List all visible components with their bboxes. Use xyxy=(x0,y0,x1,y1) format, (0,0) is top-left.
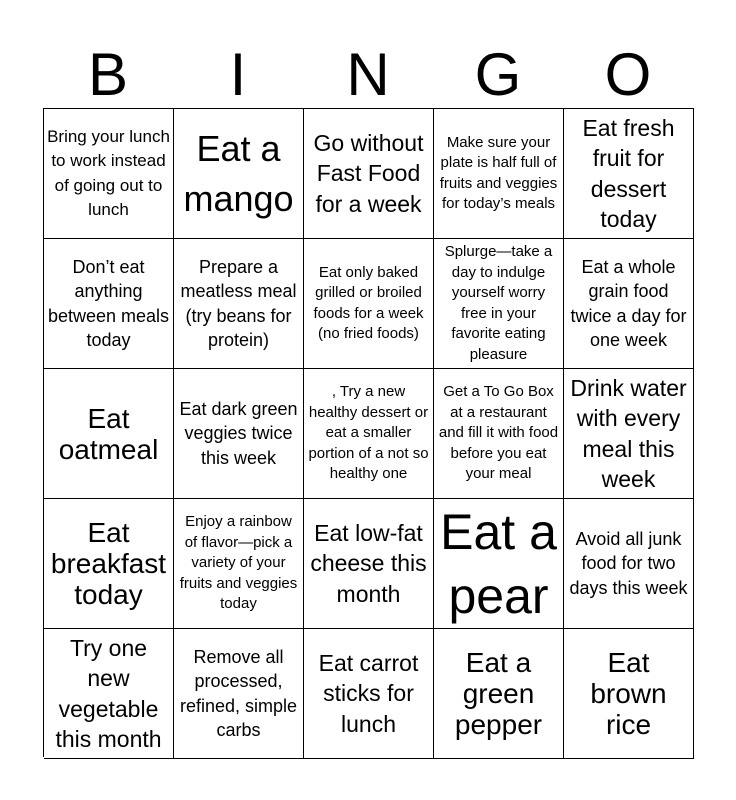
bingo-cell-r1-c2[interactable] xyxy=(174,109,304,239)
cell-text: Try one new vegetable this month xyxy=(55,634,162,752)
bingo-cell-r1-c4[interactable] xyxy=(434,109,564,239)
cell-text: Eat oatmeal xyxy=(58,402,159,465)
bingo-cell-r2-c3[interactable] xyxy=(304,239,434,369)
header-letter-o: O xyxy=(604,41,652,108)
cell-text: Drink water with every meal this week xyxy=(570,374,687,492)
cell-text: Eat a green pepper xyxy=(454,647,543,740)
cell-text: Don’t eat anything between meals today xyxy=(47,256,170,350)
bingo-cell-r1-c3[interactable] xyxy=(304,109,434,239)
header-letter-g: G xyxy=(474,41,522,108)
cell-text: Eat a mango xyxy=(183,127,294,219)
cell-text: Eat brown rice xyxy=(590,647,667,740)
cell-text: Bring your lunch to work instead of going out to lunch xyxy=(47,126,170,219)
bingo-cell-r2-c5[interactable] xyxy=(564,239,694,369)
header-letter-b: B xyxy=(87,41,129,108)
header-letter-n: N xyxy=(346,41,390,108)
bingo-cell-r5-c3[interactable] xyxy=(304,629,434,759)
bingo-cell-r2-c4[interactable] xyxy=(434,239,564,369)
bingo-cell-r3-c5[interactable] xyxy=(564,369,694,499)
cell-text: Remove all processed, refined, simple carbs xyxy=(179,646,298,740)
bingo-cell-r3-c1[interactable] xyxy=(44,369,174,499)
bingo-cell-r2-c1[interactable] xyxy=(44,239,174,369)
cell-text: Eat fresh fruit for dessert today xyxy=(582,114,675,232)
bingo-board xyxy=(43,108,694,757)
cell-text: Eat a whole grain food twice a day for one week xyxy=(570,256,687,350)
bingo-cell-r4-c2[interactable] xyxy=(174,499,304,629)
cell-text: Avoid all junk food for two days this week xyxy=(569,528,688,598)
cell-text: Make sure your plate is half full of fruits and veggies for today’s meals xyxy=(439,133,558,212)
bingo-cell-r3-c4[interactable] xyxy=(434,369,564,499)
bingo-cell-r5-c2[interactable] xyxy=(174,629,304,759)
cell-text: Splurge—take a day to indulge yourself worry free in your favorite eating pleasure xyxy=(444,243,553,363)
cell-text: Eat low-fat cheese this month xyxy=(310,519,427,607)
bingo-cell-r1-c1[interactable] xyxy=(44,109,174,239)
cell-text: Enjoy a rainbow of flavor—pick a variety of your fruits and veggies today xyxy=(179,513,298,613)
bingo-cell-r1-c5[interactable] xyxy=(564,109,694,239)
cell-text: Eat a pear xyxy=(440,503,557,624)
cell-text: Eat breakfast today xyxy=(50,517,167,610)
bingo-cell-r5-c5[interactable] xyxy=(564,629,694,759)
bingo-cell-r4-c3[interactable] xyxy=(304,499,434,629)
bingo-cell-r5-c1[interactable] xyxy=(44,629,174,759)
cell-text: Eat carrot sticks for lunch xyxy=(318,649,419,737)
bingo-cell-r2-c2[interactable] xyxy=(174,239,304,369)
bingo-cell-r4-c4[interactable] xyxy=(434,499,564,629)
header-letter-i: I xyxy=(229,41,247,108)
cell-text: , Try a new healthy dessert or eat a smaller portion of a not so healthy one xyxy=(308,383,429,483)
cell-text: Eat dark green veggies twice this week xyxy=(179,398,298,468)
bingo-cell-r3-c3[interactable] xyxy=(304,369,434,499)
cell-text: Go without Fast Food for a week xyxy=(313,129,424,217)
bingo-header xyxy=(43,38,693,108)
bingo-cell-r3-c2[interactable] xyxy=(174,369,304,499)
bingo-cell-r4-c1[interactable] xyxy=(44,499,174,629)
cell-text: Prepare a meatless meal (try beans for protein) xyxy=(180,256,297,350)
bingo-cell-r5-c4[interactable] xyxy=(434,629,564,759)
cell-text: Get a To Go Box at a restaurant and fill it with food before you eat your meal xyxy=(438,383,559,483)
cell-text: Eat only baked grilled or broiled foods for a week (no fried foods) xyxy=(313,263,424,342)
bingo-cell-r4-c5[interactable] xyxy=(564,499,694,629)
